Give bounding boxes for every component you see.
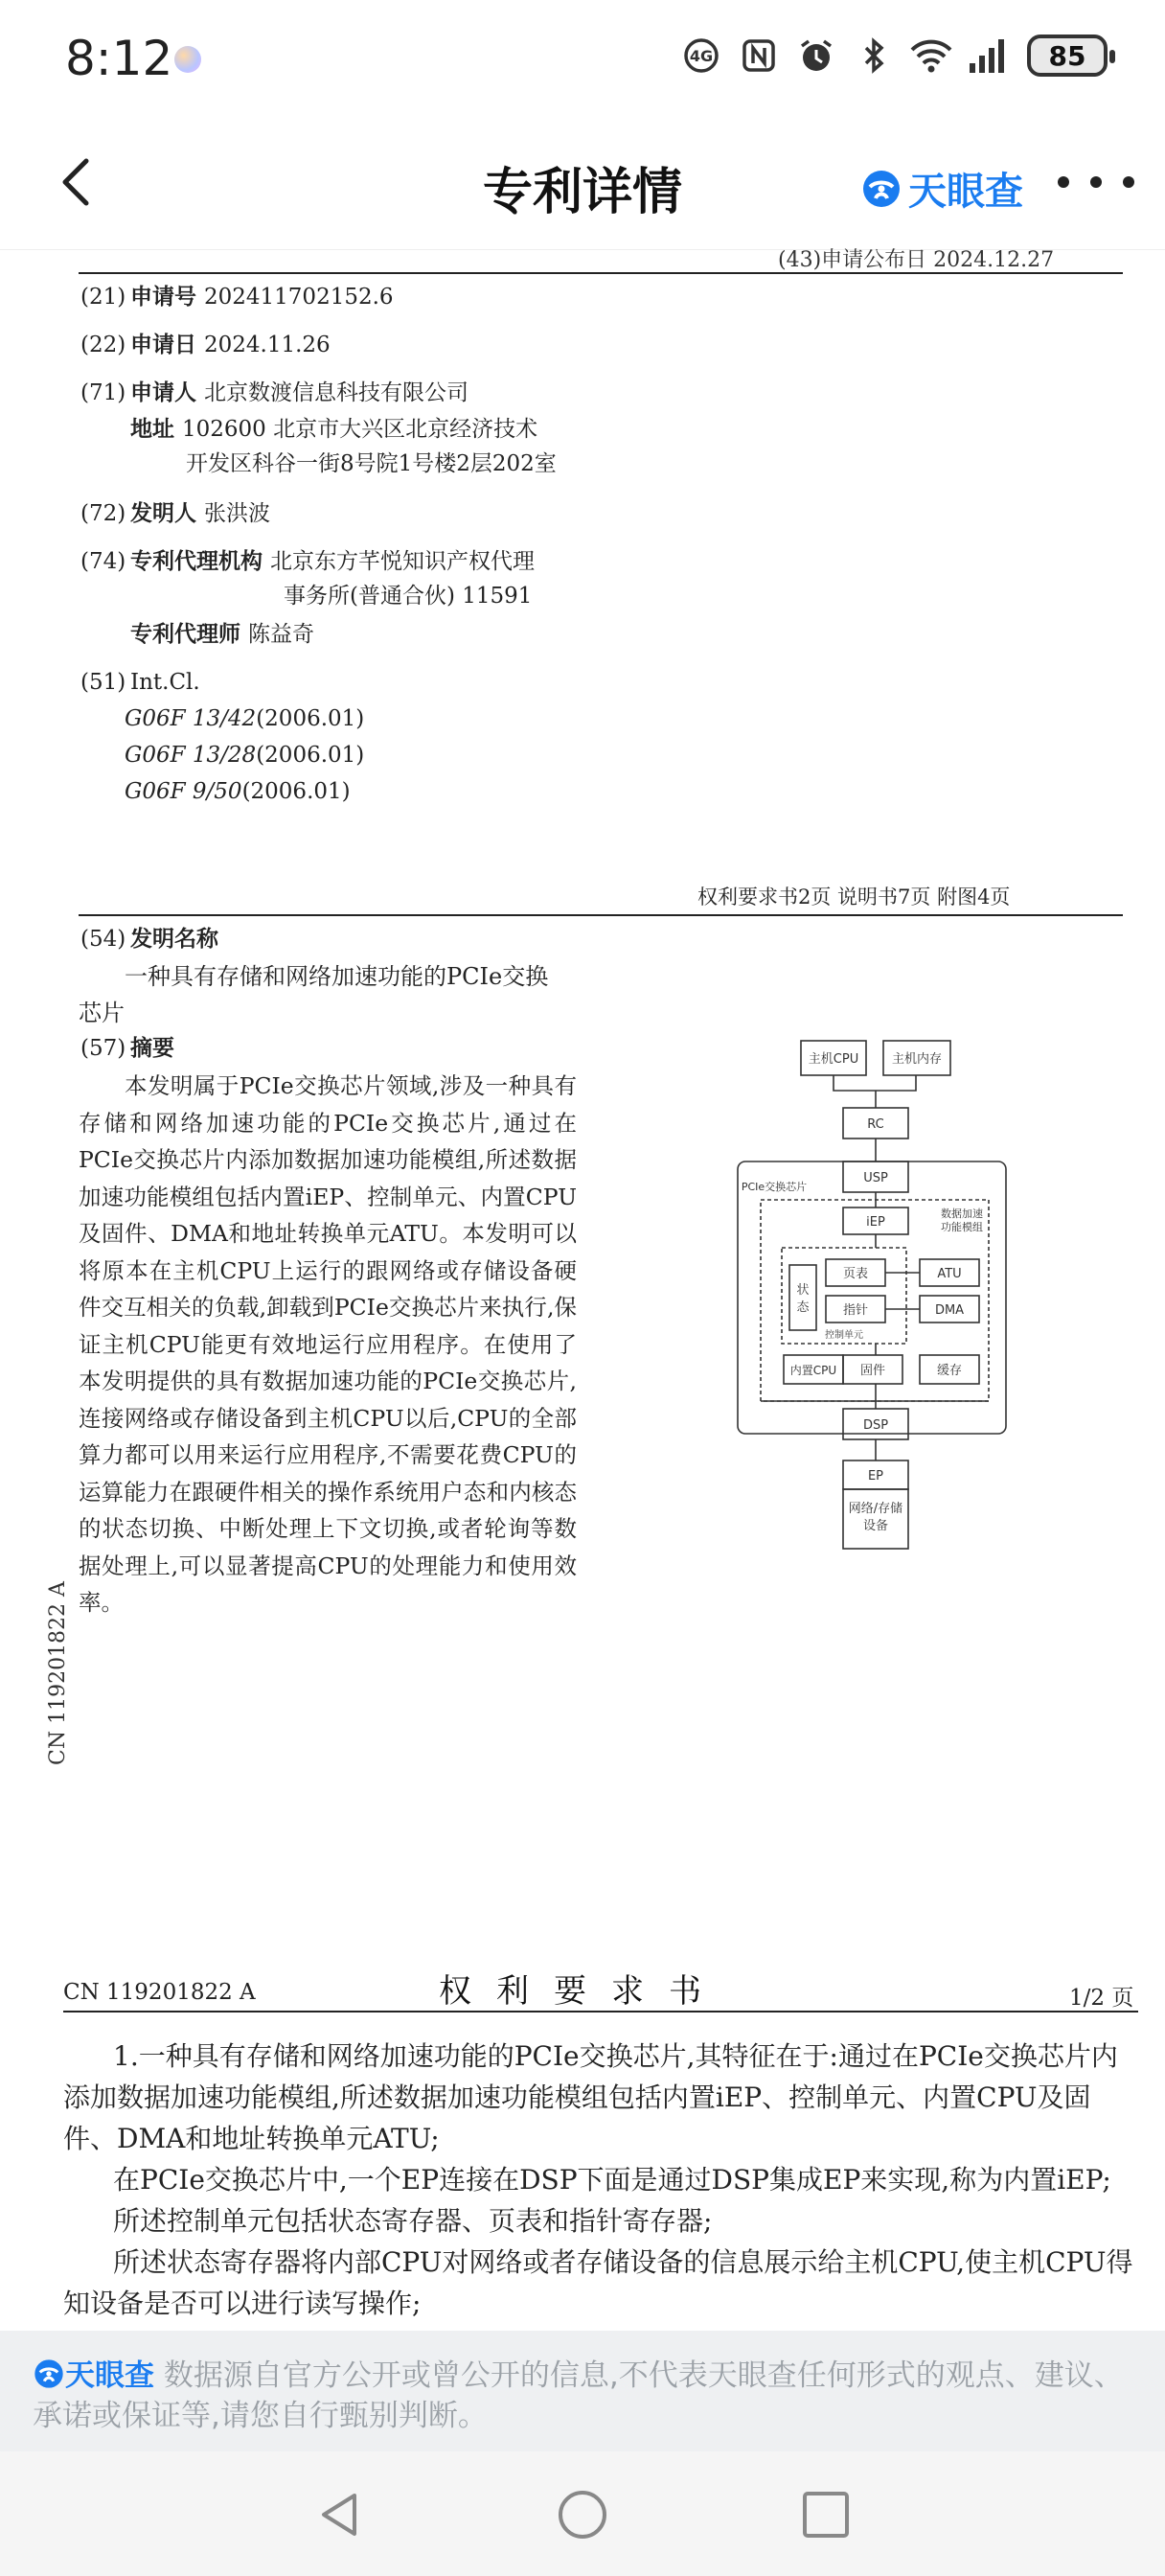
applicant-row [80,376,468,410]
field-label: 摘要 [130,1035,174,1061]
field-label: 专利代理师 [130,621,240,647]
field-code: (57) [80,1036,126,1061]
disclaimer-brand: 天眼查 [65,2358,154,2393]
diagram-usp: USP [863,1171,888,1185]
diagram-control-unit: 控制单元 [825,1330,863,1341]
battery-icon [1027,34,1108,77]
claim-paragraph: 所述状态寄存器将内部CPU对网络或者存储设备的信息展示给主机CPU,使主机CPU得知设备是否可以进行读写操作; [63,2246,1133,2319]
system-nav-bar [0,2451,1165,2576]
address-line-2: 开发区科谷一街8号院1号楼2层202室 [186,451,557,476]
field-label: 申请人 [130,380,196,405]
ipc-label: Int.Cl. [130,670,200,695]
battery-level: 85 [1048,39,1086,72]
ipc-entry [125,738,364,772]
page-count-info: 权利要求书2页 说明书7页 附图4页 [697,886,1011,908]
diagram-accel-label-2: 功能模组 [941,1221,983,1233]
tianyancha-logo-icon [860,168,902,210]
invention-title-line-2: 芯片 [79,1000,125,1026]
nav-recents-button[interactable] [799,2488,853,2542]
invention-title [79,958,596,1031]
nav-home-button[interactable] [556,2488,609,2542]
agent: 陈益奇 [248,622,314,647]
diagram-dma: DMA [934,1303,965,1318]
tianyancha-logo-icon [33,2358,65,2390]
field-label: 申请日 [130,332,196,357]
diagram-pointer: 指针 [842,1303,869,1318]
publication-date: (43)申请公布日 2024.12.27 [778,248,1055,272]
diagram-iep: iEP [866,1215,885,1230]
diagram-inner-cpu: 内置CPU [789,1364,837,1377]
diagram-state-1: 状 [796,1283,810,1298]
claim-paragraph: 所述控制单元包括状态寄存器、页表和指针寄存器; [113,2205,713,2237]
agency-line-2: 事务所(普通合伙) 11591 [284,584,533,609]
ipc-code: G06F 13/28 [125,743,257,768]
diagram-accel-label-1: 数据加速 [941,1208,983,1220]
claim-paragraph: 在PCIe交换芯片中,一个EP连接在DSP下面是通过DSP集成EP来实现,称为内置iEP; [113,2164,1111,2196]
agency-row [80,544,535,613]
application-number: 202411702152.6 [204,285,394,310]
nav-back-button[interactable] [312,2488,366,2542]
abstract-heading-row [80,1031,182,1066]
triangle-back-icon [312,2488,366,2542]
diagram-netstore-1: 网络/存储 [848,1502,903,1516]
diagram-host-cpu: 主机CPU [808,1052,859,1067]
inventor: 张洪波 [204,501,270,526]
svg-text:4G: 4G [689,47,714,65]
circle-home-icon [556,2488,609,2542]
diagram-netstore-2: 设备 [862,1519,889,1533]
bluetooth-icon [855,36,893,75]
ipc-year: (2006.01) [256,743,365,768]
status-time: 8:12 [65,31,173,86]
application-date-row [80,328,331,362]
field-label: 申请号 [130,284,196,310]
nav-bar [0,115,1165,250]
diagram-atu: ATU [937,1267,962,1281]
ipc-entry [125,702,364,736]
field-label: 专利代理机构 [130,548,263,574]
diagram-ep: EP [867,1469,884,1484]
abstract-text: 本发明属于PCIe交换芯片领域,涉及一种具有存储和网络加速功能的PCIe交换芯片,通过在PCIe交换芯片内添加数据加速功能模组,所述数据加速功能模组包括内置iEP、控制单元、内置CPU及固件、DMA和地址转换单元ATU。本发明可以将原本在主机CPU上运行的跟网络或存储设备硬件交互相关的负载,卸载到PCIe交换芯片来执行,保证主机CPU能更有效地运行应用程序。在使用了本发明提供的具有数据加速功能的PCIe交换芯片,连接网络或存储设备到主机CPU以后,CPU的全部算力都可以用来运行应用程序,不需要花费CPU的运算能力在跟硬件相关的操作系统用户态和内核态的状态切换、中断处理上下文切换,或者轮询等数据处理上,可以显著提高CPU的处理能力和使用效率。 [79,1072,577,1616]
claims-heading: 权利要求书 [439,1972,726,2011]
invention-title-line-1: 一种具有存储和网络加速功能的PCIe交换 [125,963,549,990]
status-icons [682,34,1108,77]
address-row [130,412,557,481]
ipc-year: (2006.01) [256,706,365,731]
field-code: (71) [80,380,126,405]
agent-row [130,617,314,652]
agency-line-1: 北京东方芊悦知识产权代理 [270,549,535,574]
alarm-icon [797,36,835,75]
signal-icon [970,36,1008,75]
top-divider [79,272,1123,274]
field-code: (72) [80,501,126,526]
diagram-dsp: DSP [862,1418,889,1433]
page-title: 专利详情 [482,164,682,221]
patent-document [0,248,1165,2331]
claims-divider [63,2011,1138,2012]
field-label: 地址 [130,416,174,442]
ipc-code: G06F 9/50 [125,779,242,804]
more-dot-icon [1058,176,1069,188]
status-bar [0,0,1165,115]
application-number-row [80,280,394,314]
brand-logo [860,161,1023,216]
ipc-year: (2006.01) [241,779,351,804]
field-code: (54) [80,927,126,952]
disclaimer-banner [0,2331,1165,2451]
ipc-code: G06F 13/42 [125,706,257,731]
more-dot-icon [1123,176,1134,188]
address-line-1: 102600 北京市大兴区北京经济技术 [182,417,538,442]
field-label: 发明人 [130,500,196,526]
square-recents-icon [799,2488,853,2542]
applicant: 北京数渡信息科技有限公司 [204,380,468,405]
notification-dot-icon [174,46,201,73]
ipc-entry [125,774,351,809]
nfc-icon [740,36,778,75]
claims-page-number: 1/2 页 [1069,1986,1134,2011]
disclaimer-body: 数据源自官方公开或曾公开的信息,不代表天眼查任何形式的观点、建议、承诺或保证等,请您自行甄别判断。 [33,2358,1124,2433]
diagram-rc: RC [867,1117,884,1132]
field-label: 发明名称 [130,926,218,952]
claims-text [63,2036,1136,2324]
more-button[interactable] [1058,163,1134,201]
vertical-doc-id: CN 119201822 A [46,1581,70,1765]
invention-title-row [80,922,226,956]
application-date: 2024.11.26 [204,333,331,357]
more-dot-icon [1090,176,1102,188]
disclaimer-text [33,2356,1134,2436]
field-code: (51) [80,670,126,695]
hd-call-icon [682,36,720,75]
diagram-page-table: 页表 [842,1267,869,1281]
inventor-row [80,496,270,531]
diagram-switch-label: PCIe交换芯片 [741,1181,808,1193]
diagram-firmware: 固件 [859,1364,886,1378]
mid-divider [79,914,1123,916]
diagram-host-memory: 主机内存 [891,1052,943,1067]
block-diagram [728,1025,1027,1533]
field-code: (74) [80,549,126,574]
claim-paragraph: 1.一种具有存储和网络加速功能的PCIe交换芯片,其特征在于:通过在PCIe交换芯片内添加数据加速功能模组,所述数据加速功能模组包括内置iEP、控制单元、内置CPU及固件、DMA和地址转换单元ATU; [63,2040,1118,2154]
diagram-cache: 缓存 [936,1364,963,1378]
brand-name: 天眼查 [908,170,1023,214]
diagram-state-2: 态 [796,1300,810,1315]
field-code: (21) [80,285,126,310]
claims-doc-id: CN 119201822 A [63,1980,256,2005]
ipc-row [80,665,200,700]
wifi-icon [912,36,950,75]
field-code: (22) [80,333,126,357]
